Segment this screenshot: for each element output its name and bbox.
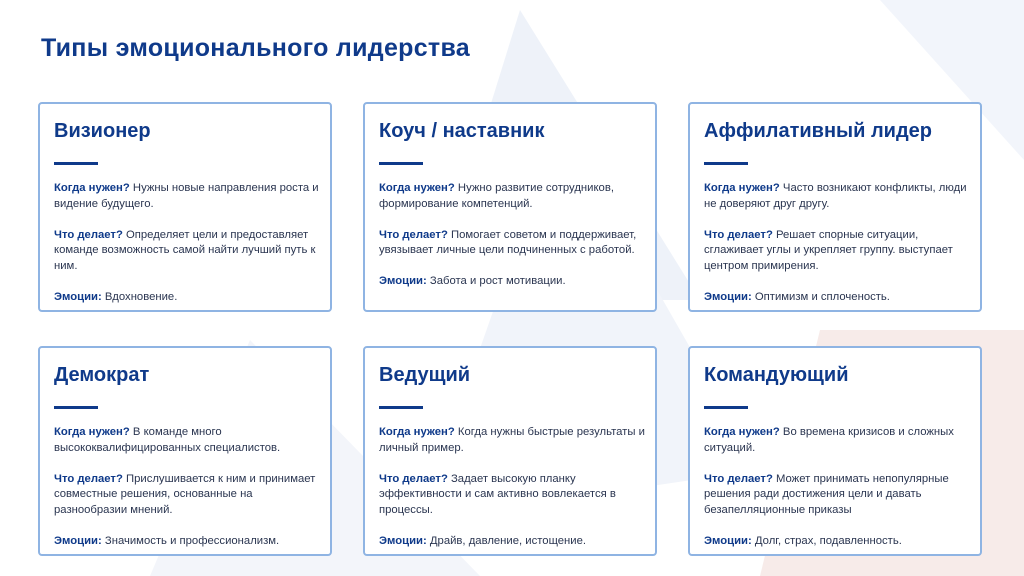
card-democrat: [38, 346, 332, 556]
does-text: Задает высокую планку эффективности и сам активно вовлекается в процессы.: [379, 472, 616, 517]
emotions: [54, 534, 320, 550]
card-commander: [688, 346, 982, 556]
when-label: Когда нужен?: [704, 426, 780, 438]
when-needed: [379, 181, 645, 213]
does-text: Может принимать непопулярные решения ради достижения цели и давать безапелляционные приказы: [704, 472, 949, 517]
card-title: Ведущий: [379, 364, 471, 386]
when-label: Когда нужен?: [704, 182, 780, 194]
emotions: [54, 290, 320, 306]
emo-text: Значимость и профессионализм.: [104, 534, 280, 547]
does-label: Что делает?: [54, 228, 123, 241]
emotions: [704, 534, 970, 550]
when-text: Нужно развитие сотрудников, формирование компетенций.: [379, 182, 614, 210]
emo-label: Эмоции:: [54, 290, 102, 303]
card-body: [379, 425, 645, 550]
emotions: [704, 290, 970, 306]
does-text: Помогает советом и поддерживает, увязывает личные цели подчиненных с работой.: [379, 228, 637, 257]
emo-text: Драйв, давление, истощение.: [429, 534, 587, 547]
card-body: [54, 425, 320, 550]
card-leader: [363, 346, 657, 556]
card-coach: [363, 102, 657, 312]
does-label: Что делает?: [54, 472, 123, 485]
what-does: [379, 472, 645, 519]
title-underline: [54, 406, 98, 409]
when-text: В команде много высококвалифицированных специалистов.: [54, 426, 281, 454]
what-does: [54, 472, 320, 519]
card-title: Демократ: [54, 364, 150, 386]
when-needed: [704, 425, 970, 457]
when-text: Когда нужны быстрые результаты и личный пример.: [379, 426, 645, 454]
does-text: Прислушивается к ним и принимает совместные решения, основанные на разнообразии мнений.: [54, 472, 316, 517]
does-label: Что делает?: [704, 228, 773, 241]
card-body: [704, 425, 970, 550]
card-visioner: [38, 102, 332, 312]
does-label: Что делает?: [704, 472, 773, 485]
card-title: Визионер: [54, 120, 151, 142]
emo-text: Вдохновение.: [104, 290, 178, 303]
emo-text: Оптимизм и сплоченость.: [754, 290, 890, 303]
emotions: [379, 274, 645, 290]
when-label: Когда нужен?: [54, 426, 130, 438]
when-text: Во времена кризисов и сложных ситуаций.: [704, 426, 954, 454]
emo-label: Эмоции:: [379, 275, 427, 288]
does-text: Решает спорные ситуации, сглаживает углы и укрепляет группу. выступает центром примирения.: [704, 228, 953, 273]
when-text: Часто возникают конфликты, люди не доверяют друг другу.: [704, 182, 967, 210]
what-does: [54, 228, 320, 275]
emo-text: Забота и рост мотивации.: [429, 275, 566, 288]
card-body: [704, 181, 970, 306]
when-needed: [54, 425, 320, 457]
card-title: Командующий: [704, 364, 849, 386]
emo-label: Эмоции:: [379, 534, 427, 547]
card-affiliative: [688, 102, 982, 312]
emo-label: Эмоции:: [704, 290, 752, 303]
what-does: [379, 228, 645, 260]
emo-label: Эмоции:: [54, 534, 102, 547]
title-underline: [704, 406, 748, 409]
title-underline: [379, 162, 423, 165]
card-title: Коуч / наставник: [379, 120, 545, 142]
emo-text: Долг, страх, подавленность.: [754, 534, 902, 547]
card-body: [379, 181, 645, 290]
card-title: Аффилативный лидер: [704, 120, 932, 142]
when-label: Когда нужен?: [54, 182, 130, 194]
when-label: Когда нужен?: [379, 426, 455, 438]
what-does: [704, 228, 970, 275]
when-needed: [379, 425, 645, 457]
does-text: Определяет цели и предоставляет команде возможность самой найти лучший путь к ним.: [54, 228, 316, 273]
emo-label: Эмоции:: [704, 534, 752, 547]
when-text: Нужны новые направления роста и видение будущего.: [54, 182, 319, 210]
when-needed: [704, 181, 970, 213]
what-does: [704, 472, 970, 519]
emotions: [379, 534, 645, 550]
card-body: [54, 181, 320, 306]
does-label: Что делает?: [379, 228, 448, 241]
title-underline: [379, 406, 423, 409]
does-label: Что делает?: [379, 472, 448, 485]
page-title: Типы эмоционального лидерства: [41, 34, 471, 62]
when-needed: [54, 181, 320, 213]
title-underline: [704, 162, 748, 165]
title-underline: [54, 162, 98, 165]
when-label: Когда нужен?: [379, 182, 455, 194]
